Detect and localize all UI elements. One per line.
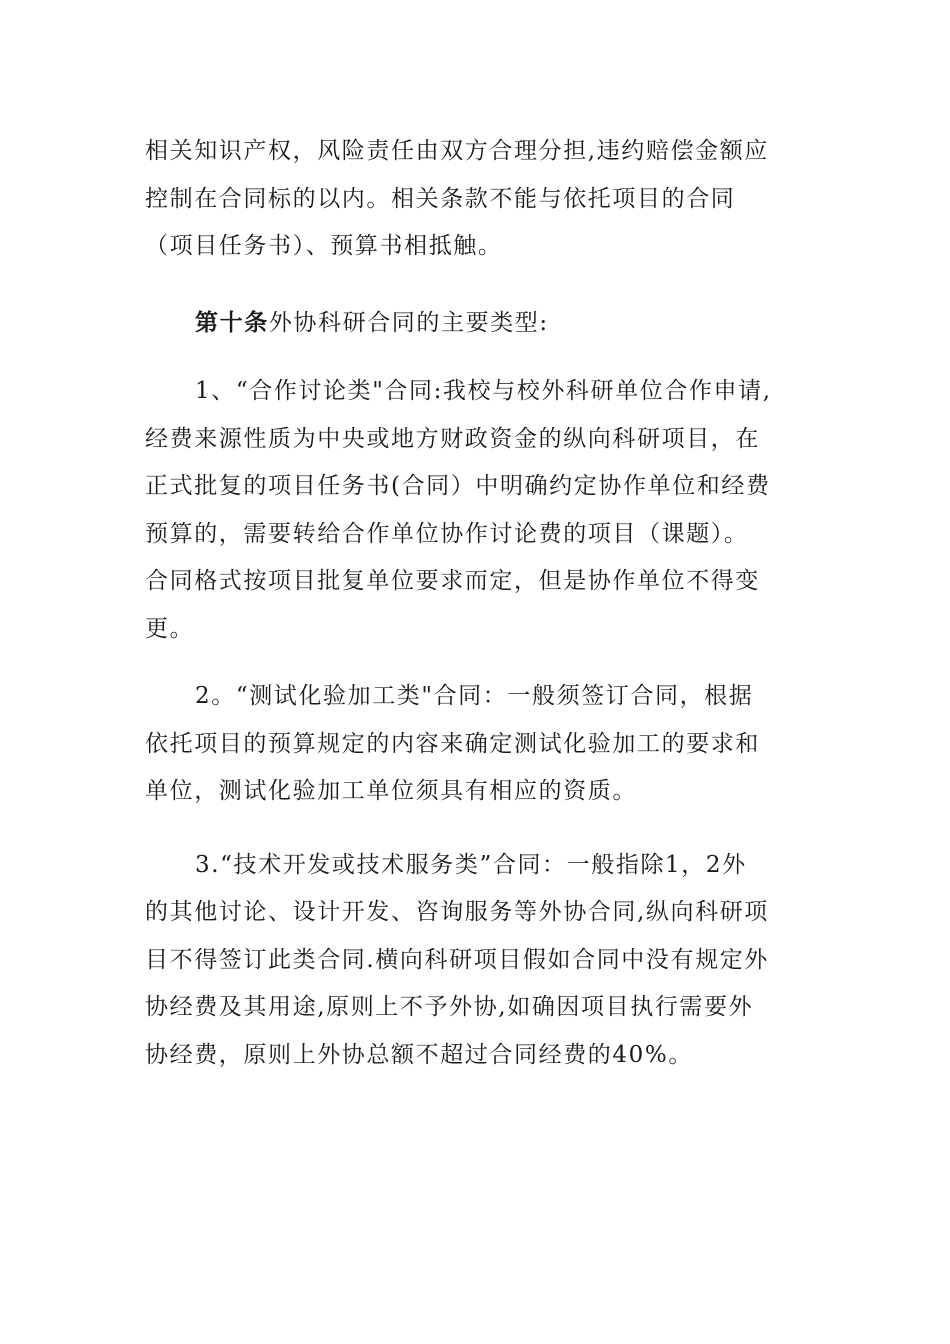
text-line: 2。“测试化验加工类"合同：一般须签订合同，根据 xyxy=(195,683,754,709)
article-10-paragraph xyxy=(145,299,825,347)
text-line: 经费来源性质为中央或地方财政资金的纵向科研项目，在 xyxy=(145,425,760,452)
text-line: 协经费及其用途,原则上不予外协,如确因项目执行需要外 xyxy=(145,994,754,1020)
article-10-text: 外协科研合同的主要类型: xyxy=(268,309,549,336)
text-line: 单位，测试化验加工单位须具有相应的资质。 xyxy=(145,778,637,804)
document-body xyxy=(145,128,825,1079)
text-line: 预算的，需要转给合作单位协作讨论费的项目（课题）。 xyxy=(145,520,749,547)
article-10-heading: 第十条 xyxy=(195,308,269,336)
text-line: 1、“合作讨论类"合同:我校与校外科研单位合作申请, xyxy=(195,378,772,404)
text-line: 目不得签订此类合同.横向科研项目假如合同中没有规定外 xyxy=(145,946,769,973)
text-line: 协经费，原则上外协总额不超过合同经费的40%。 xyxy=(145,1041,693,1068)
text-line: 正式批复的项目任务书(合同）中明确约定协作单位和经费 xyxy=(145,473,771,499)
text-line: 更。 xyxy=(145,615,195,642)
text-line: 合同格式按项目批复单位要求而定，但是协作单位不得变 xyxy=(145,568,760,594)
paragraph-continuation xyxy=(145,128,825,271)
text-line: 的其他讨论、设计开发、咨询服务等外协合同,纵向科研项 xyxy=(145,899,769,925)
item-2-paragraph xyxy=(145,673,825,816)
text-line: 控制在合同标的以内。相关条款不能与依托项目的合同 xyxy=(145,185,736,212)
text-line: 依托项目的预算规定的内容来确定测试化验加工的要求和 xyxy=(145,730,760,757)
text-line: 3.“技术开发或技术服务类”合同：一般指除1，2外 xyxy=(195,851,747,878)
item-1-paragraph xyxy=(145,368,825,653)
item-3-paragraph xyxy=(145,842,825,1080)
text-line: （项目任务书）、预算书相抵触。 xyxy=(145,233,503,259)
text-line: 相关知识产权，风险责任由双方合理分担,违约赔偿金额应 xyxy=(145,138,769,164)
